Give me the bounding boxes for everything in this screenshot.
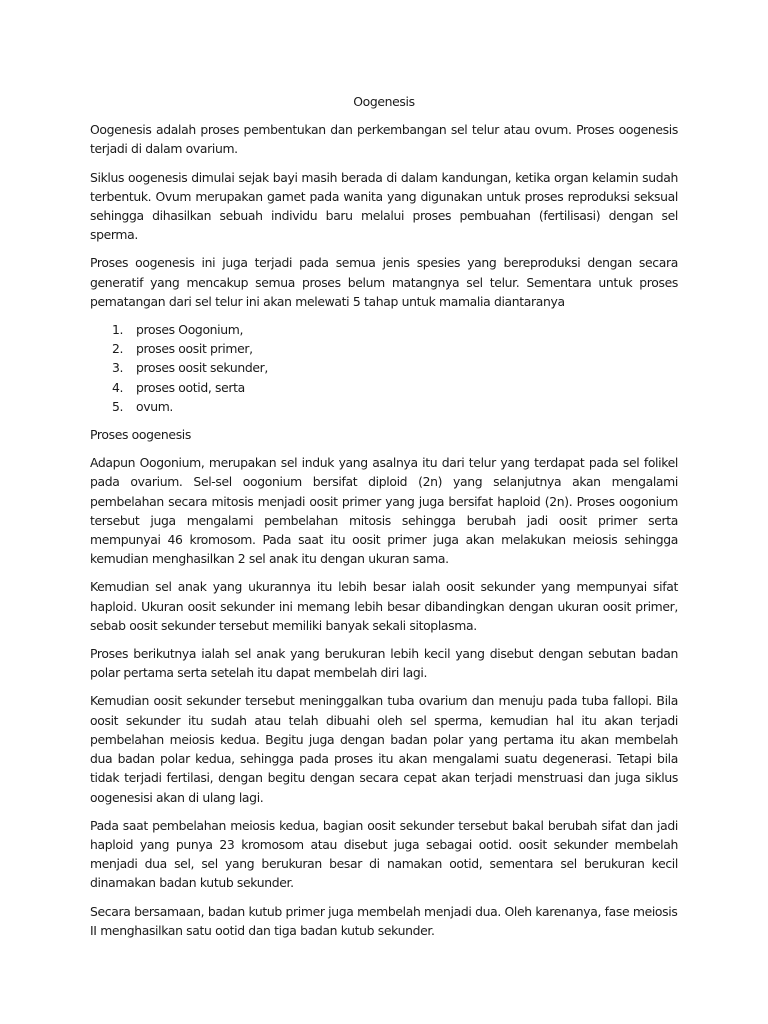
intro-paragraph-2: Siklus oogenesis dimulai sejak bayi masih berada di dalam kandungan, ketika organ kelamin sudah terbentuk. Ovum merupakan gamet pada wanita yang digunakan untuk proses reproduksi seksual sehingga dihasilkan sebuah individu baru melalui proses pembuahan (fertilisasi) dengan sel sperma.: [90, 169, 678, 243]
list-number: 1.: [112, 322, 124, 338]
list-item: [90, 397, 678, 416]
document-page: [90, 92, 678, 949]
body-paragraph-4: Kemudian oosit sekunder tersebut meninggalkan tuba ovarium dan menuju pada tuba fallopi. Bila oosit sekunder itu sudah atau telah dibuahi oleh sel sperma, kemudian hal itu akan terjadi pembelahan meiosis kedua. Begitu juga dengan badan polar yang pertama itu akan membelah dua badan polar kedua, sehingga pada proses itu akan mengalami suatu degenerasi. Tetapi bila tidak terjadi fertilasi, dengan begitu dengan secara cepat akan terjadi menstruasi dan juga siklus oogenesisi akan di ulang lagi.: [90, 693, 678, 805]
document-title: Oogenesis: [353, 94, 415, 109]
body-paragraph-6: Secara bersamaan, badan kutub primer juga membelah menjadi dua. Oleh karenanya, fase meiosis II menghasilkan satu ootid dan tiga badan kutub sekunder.: [90, 903, 678, 938]
list-text: proses oosit sekunder,: [136, 360, 268, 376]
body-paragraph-3: Proses berikutnya ialah sel anak yang berukuran lebih kecil yang disebut dengan sebutan badan polar pertama serta setelah itu dapat membelah diri lagi.: [90, 646, 678, 681]
list-number: 2.: [112, 341, 124, 357]
list-text: proses ootid, serta: [136, 379, 245, 395]
body-paragraph-2: Kemudian sel anak yang ukurannya itu lebih besar ialah oosit sekunder yang mempunyai sifat haploid. Ukuran oosit sekunder ini memang lebih besar dibandingkan dengan ukuran oosit primer, sebab oosit sekunder tersebut memiliki banyak sekali sitoplasma.: [90, 579, 678, 633]
list-text: ovum.: [136, 398, 174, 414]
body-paragraph-1: Adapun Oogonium, merupakan sel induk yang asalnya itu dari telur yang terdapat pada sel folikel pada ovarium. Sel-sel oogonium bersifat diploid (2n) yang selanjutnya akan mengalami pembelahan secara mitosis menjadi oosit primer yang juga bersifat haploid (2n). Proses oogonium tersebut juga mengalami pembelahan mitosis sehingga berubah jadi oosit primer serta mempunyai 46 kromosom. Pada saat itu oosit primer juga akan melakukan meiosis sehingga kemudian menghasilkan 2 sel anak itu dengan ukuran sama.: [90, 455, 678, 567]
stages-list: [90, 320, 678, 416]
list-item: [90, 378, 678, 397]
list-number: 3.: [112, 360, 124, 376]
list-item: [90, 320, 678, 339]
list-number: 5.: [112, 398, 124, 414]
list-text: proses Oogonium,: [136, 322, 244, 338]
list-item: [90, 358, 678, 377]
list-item: [90, 339, 678, 358]
intro-paragraph-3: Proses oogenesis ini juga terjadi pada semua jenis spesies yang bereproduksi dengan secara generatif yang mencakup semua proses belum matangnya sel telur. Sementara untuk proses pematangan dari sel telur ini akan melewati 5 tahap untuk mamalia diantaranya: [90, 255, 678, 309]
section-subheading: Proses oogenesis: [90, 427, 192, 443]
body-paragraph-5: Pada saat pembelahan meiosis kedua, bagian oosit sekunder tersebut bakal berubah sifat dan jadi haploid yang punya 23 kromosom atau disebut juga sebagai ootid. oosit sekunder membelah menjadi dua sel, sel yang berukuran besar di namakan ootid, sementara sel berukuran kecil dinamakan badan kutub sekunder.: [90, 817, 678, 891]
intro-paragraph-1: Oogenesis adalah proses pembentukan dan perkembangan sel telur atau ovum. Proses oogenesis terjadi di dalam ovarium.: [90, 122, 678, 157]
list-text: proses oosit primer,: [136, 341, 253, 357]
list-number: 4.: [112, 379, 124, 395]
